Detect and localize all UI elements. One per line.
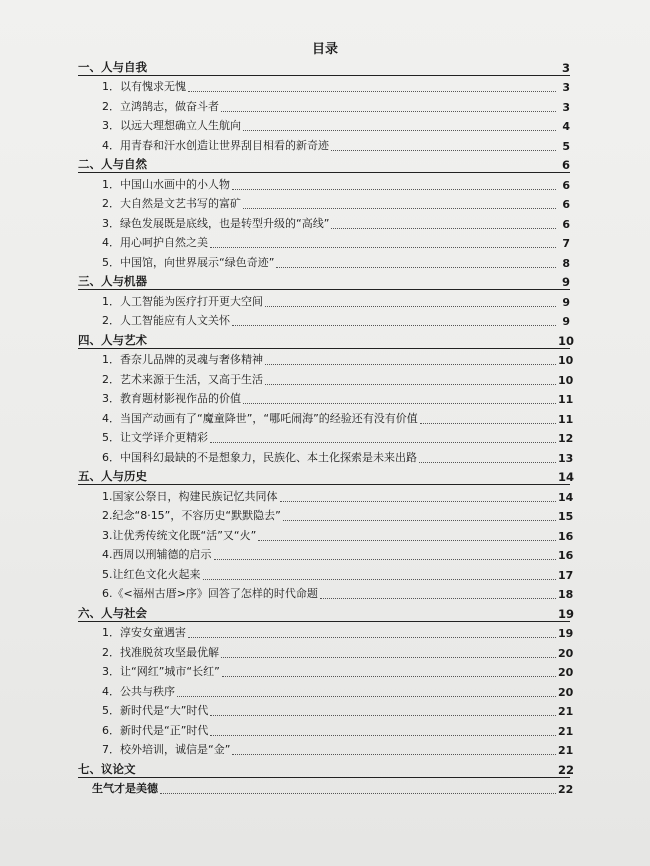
dot-leader: [232, 188, 556, 190]
toc-entry-label: 4.西周以刑辅德的启示: [102, 548, 212, 561]
toc-entry: [78, 544, 574, 564]
toc-page-number: 6: [562, 217, 570, 231]
dot-leader: [232, 324, 556, 326]
dot-leader: [243, 207, 556, 209]
dot-leader: [243, 402, 556, 404]
toc-entry-label: 1．人工智能为医疗打开更大空间: [102, 294, 263, 308]
dot-leader: [214, 558, 557, 560]
toc-entry-label: 四、人与艺术: [78, 332, 147, 347]
toc-entry: [78, 505, 574, 525]
toc-entry-label: 3．让“网红”城市“长红”: [102, 665, 220, 678]
dot-leader: [203, 578, 557, 580]
toc-entry: [78, 680, 574, 700]
toc-entry-label: 5．新时代是“大”时代: [102, 704, 209, 717]
toc-entry: [78, 778, 574, 798]
toc-entry: [78, 349, 574, 369]
toc-page-number: 10: [558, 373, 574, 387]
toc-page-number: 9: [561, 275, 570, 289]
toc-entry: [78, 446, 574, 466]
toc-page-number: 21: [558, 744, 574, 757]
dot-leader: [331, 227, 556, 229]
dot-leader: [188, 636, 556, 638]
toc-entry-label: 3．绿色发展既是底线，也是转型升级的“高线”: [102, 216, 330, 230]
toc-page-number: 4: [562, 120, 570, 133]
toc-page-number: 10: [558, 354, 574, 367]
toc-entry: [78, 212, 570, 232]
toc-entry: [78, 173, 570, 193]
toc-entry-label: 1．香奈儿品牌的灵魂与奢侈精神: [102, 353, 263, 366]
dot-leader: [149, 345, 556, 346]
toc-entry: [78, 134, 570, 154]
toc-entry-label: 3.让优秀传统文化既“活”又“火”: [102, 528, 257, 542]
dot-leader: [331, 149, 556, 151]
toc-page-number: 3: [562, 81, 570, 94]
toc-entry: [78, 368, 574, 388]
toc-page-number: 14: [558, 470, 575, 484]
toc-entry: [78, 290, 570, 310]
toc-page-number: 22: [558, 762, 575, 777]
dot-leader: [160, 792, 556, 794]
toc-entry: [78, 310, 570, 330]
toc-entry-label: 5.让红色文化火起来: [102, 567, 201, 581]
toc-page-number: 13: [558, 451, 574, 465]
toc-entry: [78, 719, 574, 739]
toc-entry-label: 七、议论文: [78, 761, 136, 776]
toc-entry-label: 2．大自然是文艺书写的富矿: [102, 197, 241, 210]
dot-leader: [149, 72, 556, 73]
dot-leader: [210, 714, 556, 716]
toc-entry: [78, 427, 574, 447]
toc-page-number: 6: [562, 198, 570, 211]
dot-leader: [138, 774, 557, 775]
dot-leader: [188, 90, 556, 92]
toc-page-number: 3: [562, 100, 570, 114]
toc-page-number: 7: [562, 237, 570, 250]
toc-page-number: 11: [558, 412, 574, 426]
toc-entry-label: 五、人与历史: [78, 469, 147, 483]
toc-entry: [78, 388, 574, 408]
toc-page-number: 22: [558, 783, 574, 796]
toc-page-number: 15: [558, 510, 574, 523]
dot-leader: [265, 363, 556, 365]
toc-entry-label: 1．中国山水画中的小人物: [102, 177, 230, 191]
dot-leader: [276, 266, 556, 268]
toc-page-number: 19: [558, 606, 575, 621]
dot-leader: [283, 519, 556, 521]
toc-entry-label: 2.纪念“8·15”，不容历史“默默隐去”: [102, 509, 281, 522]
table-of-contents: [78, 56, 575, 797]
toc-entry-label: 4．公共与秩序: [102, 684, 175, 698]
toc-page-number: 21: [558, 724, 574, 738]
toc-page-number: 20: [558, 666, 574, 679]
dot-leader: [265, 305, 556, 307]
toc-entry-label: 2．找准脱贫攻坚最优解: [102, 645, 219, 659]
toc-entry-label: 4．当国产动画有了“魔童降世”，“哪吒闹海”的经验还有没有价值: [102, 411, 418, 425]
toc-entry-label: 4．用心呵护自然之美: [102, 236, 208, 249]
dot-leader: [149, 286, 556, 287]
dot-leader: [221, 110, 556, 112]
toc-entry: [78, 583, 574, 603]
toc-title: 目录: [311, 42, 338, 57]
dot-leader: [419, 461, 556, 463]
dot-leader: [210, 734, 556, 736]
toc-entry-label: 2．立鸿鹄志，做奋斗者: [102, 99, 219, 113]
toc-entry-label: 2．艺术来源于生活，又高于生活: [102, 372, 263, 386]
toc-section-heading: [78, 602, 575, 622]
dot-leader: [222, 675, 556, 677]
dot-leader: [149, 169, 556, 170]
toc-entry-label: 3．教育题材影视作品的价值: [102, 392, 241, 405]
dot-leader: [243, 129, 556, 131]
toc-entry-label: 三、人与机器: [78, 274, 147, 288]
toc-section-heading: [78, 466, 575, 486]
toc-entry: [78, 661, 574, 681]
dot-leader: [280, 500, 557, 502]
toc-entry-label: 5．让文学译介更精彩: [102, 431, 208, 444]
toc-entry: [78, 622, 574, 642]
toc-page-number: 12: [558, 432, 574, 445]
toc-page-number: 16: [558, 529, 574, 543]
dot-leader: [221, 656, 556, 658]
toc-page-number: 9: [562, 315, 570, 328]
toc-section-heading: [78, 329, 575, 349]
toc-entry-label: 1．淳安女童遇害: [102, 626, 186, 639]
toc-entry: [78, 700, 574, 720]
toc-entry-label: 6.《<福州古厝>序》回答了怎样的时代命题: [102, 587, 318, 600]
toc-page-number: 17: [558, 568, 574, 582]
toc-entry: [78, 95, 570, 115]
toc-page-number: 16: [558, 549, 574, 562]
toc-page-number: 5: [562, 139, 570, 153]
toc-entry-label: 6．中国科幻最缺的不是想象力，民族化、本土化探索是未来出路: [102, 450, 417, 464]
toc-section-heading: [78, 154, 570, 174]
toc-page-number: 3: [561, 60, 570, 75]
toc-entry-label: 生气才是美德: [92, 782, 158, 795]
toc-page-number: 20: [558, 646, 574, 660]
toc-page-number: 9: [562, 295, 570, 309]
dot-leader: [149, 481, 556, 482]
toc-entry-label: 5．中国馆，向世界展示“绿色奇迹”: [102, 255, 275, 269]
dot-leader: [210, 441, 556, 443]
toc-entry: [78, 193, 570, 213]
toc-entry: [78, 407, 574, 427]
toc-section-heading: [78, 758, 575, 778]
toc-page-number: 19: [558, 627, 574, 640]
dot-leader: [232, 753, 556, 755]
toc-page-number: 8: [562, 256, 570, 270]
toc-entry: [78, 524, 574, 544]
toc-entry-label: 7．校外培训，诚信是“金”: [102, 743, 231, 756]
toc-page-number: 6: [562, 178, 570, 192]
dot-leader: [420, 422, 556, 424]
toc-section-heading: [78, 271, 570, 291]
dot-leader: [177, 695, 556, 697]
toc-entry: [78, 563, 574, 583]
toc-entry-label: 3．以远大理想确立人生航向: [102, 119, 241, 132]
toc-page-number: 10: [558, 333, 575, 348]
toc-page-number: 18: [558, 588, 574, 601]
dot-leader: [149, 618, 556, 619]
toc-entry-label: 一、人与自我: [78, 59, 147, 74]
toc-page-number: 6: [561, 158, 570, 172]
toc-entry-label: 2．人工智能应有人文关怀: [102, 314, 230, 327]
toc-entry: [78, 76, 570, 96]
toc-page-number: 20: [558, 685, 574, 699]
toc-entry-label: 二、人与自然: [78, 157, 147, 171]
toc-page-number: 14: [558, 490, 574, 504]
toc-page-number: 11: [558, 393, 574, 406]
toc-entry: [78, 485, 574, 505]
toc-entry-label: 1．以有愧求无愧: [102, 80, 186, 93]
toc-entry: [78, 115, 570, 135]
toc-entry-label: 4．用青春和汗水创造让世界刮目相看的新奇迹: [102, 138, 329, 152]
toc-entry: [78, 232, 570, 252]
toc-entry-label: 1.国家公祭日，构建民族记忆共同体: [102, 489, 278, 503]
toc-entry: [78, 251, 570, 271]
toc-section-heading: [78, 56, 570, 76]
toc-entry: [78, 641, 574, 661]
dot-leader: [320, 597, 556, 599]
toc-page-number: 21: [558, 705, 574, 718]
toc-entry: [78, 739, 574, 759]
dot-leader: [265, 383, 556, 385]
toc-entry-label: 6．新时代是“正”时代: [102, 723, 209, 737]
toc-entry-label: 六、人与社会: [78, 605, 147, 620]
dot-leader: [258, 539, 556, 541]
dot-leader: [210, 246, 556, 248]
